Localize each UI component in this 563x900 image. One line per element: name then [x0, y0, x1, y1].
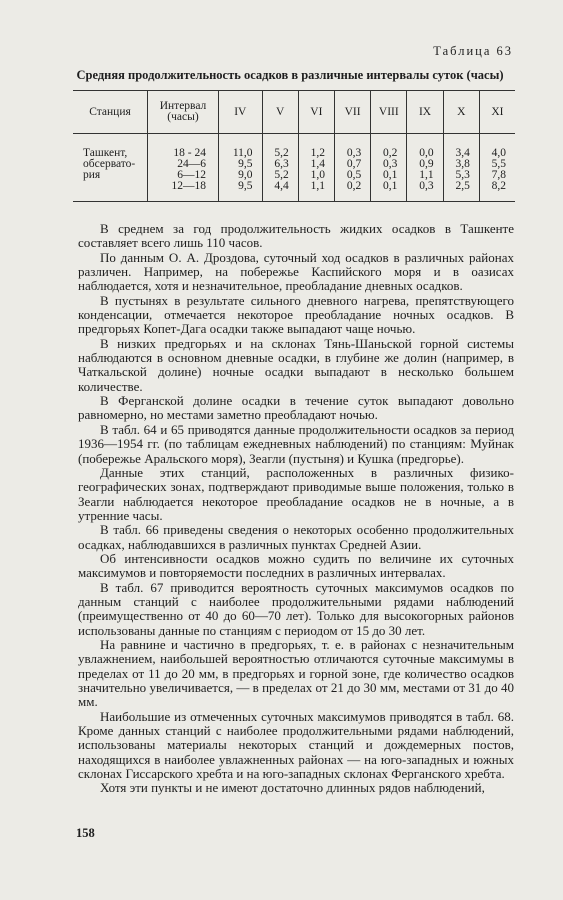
table-cell-value: 0,3 [419, 180, 434, 192]
table-cell-value: 1,1 [310, 180, 325, 192]
station-name-line: рия [83, 169, 101, 181]
table-cell-value: 1,4 [310, 158, 325, 170]
paragraph: В пустынях в результате сильного дневного нагрева, препятствующего конденсации, отмечается некоторое преобладание ночных осадков. В предгорьях Копет-Дага осадки также выпадают чаще ночью. [78, 292, 514, 337]
interval-value: 18 - 24 [173, 147, 206, 159]
table-cell-value: 5,5 [491, 158, 506, 170]
table-cell-value: 5,2 [274, 169, 289, 181]
paragraph: В табл. 67 приводится вероятность суточных максимумов осадков по данным станций с наиболее продолжительными рядами наблюдений (преимущественно от 40 до 60—70 лет). Только для высокогорных районов использованы данные по станциям с периодом от 15 до 30 лет. [78, 579, 514, 638]
month-viii-values [371, 134, 407, 202]
table-cell-value: 9,0 [238, 169, 253, 181]
column-header-month-ix: IX [407, 91, 443, 134]
table-cell-value: 0,3 [346, 147, 362, 159]
table-cell-value: 1,0 [310, 169, 325, 181]
table-cell-value: 1,2 [310, 147, 325, 159]
table-cell-value: 0,2 [346, 180, 362, 192]
interval-cell [148, 134, 219, 202]
column-header-month-iv: IV [219, 91, 263, 134]
table-title: Средняя продолжительность осадков в различные интервалы суток (часы) [76, 68, 504, 82]
table-cell-value: 9,5 [238, 180, 253, 192]
table-cell-value: 0,1 [383, 169, 398, 181]
table-cell-value: 0,9 [419, 158, 434, 170]
table-cell-value: 0,3 [383, 158, 398, 170]
station-cell [73, 134, 148, 202]
table-cell-value: 0,2 [383, 147, 398, 159]
paragraph: По данным О. А. Дроздова, суточный ход осадков в различных районах различен. Например, на побережье Каспийского моря и в оазисах наблюдается, хотя и незначительное, преобладание дневных осадков. [78, 249, 514, 294]
table-cell-value: 0,7 [346, 158, 362, 170]
table-cell-value: 2,5 [455, 180, 470, 192]
paragraph: В Ферганской долине осадки в течение суток выпадают довольно равномерно, но местами заметно преобладают ночью. [78, 393, 514, 423]
table-cell-value: 5,2 [274, 147, 289, 159]
paragraph: Об интенсивности осадков можно судить по величине их суточных максимумов и повторяемости последних в различных интервалах. [78, 550, 514, 581]
column-header-month-v: V [262, 91, 298, 134]
column-header-month-xi: XI [479, 91, 515, 134]
column-header-interval: Интервал (часы) [148, 91, 219, 134]
table-cell-value: 0,0 [419, 147, 434, 159]
table-cell-value: 4,4 [274, 180, 289, 192]
month-iv-values [219, 134, 263, 202]
month-xi-values [479, 134, 515, 202]
paragraph: В среднем за год продолжительность жидких осадков в Ташкенте составляет всего лишь 110 часов. [78, 221, 514, 251]
table-cell-value: 8,2 [491, 180, 506, 192]
interval-value: 12—18 [171, 180, 206, 192]
body-text [78, 222, 514, 796]
paragraph: В табл. 64 и 65 приводятся данные продолжительности осадков за период 1936—1954 гг. (по таблицам ежедневных наблюдений) по станциям: Муйнак (побережье Аральского моря), Зеагли (пустыня) и Кушка (предгорье). [78, 421, 514, 466]
table-cell-value: 11,0 [232, 147, 253, 159]
column-header-station: Станция [73, 91, 148, 134]
table-cell-value: 5,3 [455, 169, 470, 181]
table-cell-value: 4,0 [491, 147, 506, 159]
table-cell-value: 6,3 [274, 158, 289, 170]
column-header-month-viii: VIII [371, 91, 407, 134]
column-header-month-vii: VII [334, 91, 370, 134]
table-cell-value: 0,5 [346, 169, 362, 181]
table-cell-value: 3,4 [455, 147, 470, 159]
month-ix-values [407, 134, 443, 202]
page-number: 158 [76, 826, 95, 840]
table-header-row [73, 91, 515, 134]
paragraph: Данные этих станций, расположенных в различных физико-географических зонах, подтверждают приводимые выше положения, только в Зеагли наблюдается некоторое преобладание осадков не в ночные, а в утренние часы. [78, 464, 514, 523]
month-vii-values [334, 134, 370, 202]
month-vi-values [298, 134, 334, 202]
table-cell-value: 3,8 [455, 158, 470, 170]
table-cell-value: 9,5 [238, 158, 253, 170]
month-v-values [262, 134, 298, 202]
interval-value: 24—6 [177, 158, 206, 170]
column-header-month-vi: VI [298, 91, 334, 134]
paragraph: На равнине и частично в предгорьях, т. е. в районах с незначительным увлажнением, наибольшей вероятностью отличаются суточные максимумы в пределах от 11 до 20 мм, в предгорьях и горной зоне, где количество осадков значительно увеличивается, — в пределах от 21 до 30 мм, местами от 31 до 40 мм. [78, 636, 514, 710]
table-cell-value: 7,8 [491, 169, 506, 181]
paragraph: Хотя эти пункты и не имеют достаточно длинных рядов наблюдений, [100, 780, 485, 796]
paragraph: В низких предгорьях и на склонах Тянь-Шаньской горной системы наблюдаются в основном дневные осадки, в глубине же долин (например, в Чаткальской долине) ночные осадки выпадают в несколько большем количестве. [78, 335, 514, 394]
column-header-month-x: X [443, 91, 479, 134]
interval-value: 6—12 [177, 169, 206, 181]
station-name-line: Ташкент, [83, 147, 128, 159]
month-x-values [443, 134, 479, 202]
precipitation-duration-table [73, 90, 515, 202]
table-number-label: Таблица 63 [433, 44, 513, 58]
paragraph: В табл. 66 приведены сведения о некоторых особенно продолжительных осадках, наблюдавшихся в различных пунктах Средней Азии. [78, 522, 514, 552]
table-cell-value: 1,1 [419, 169, 434, 181]
station-name-line: обсервато- [83, 158, 136, 170]
table-cell-value: 0,1 [383, 180, 398, 192]
table-row [73, 134, 515, 202]
paragraph: Наибольшие из отмеченных суточных максимумов приводятся в табл. 68. Кроме данных станций с наиболее продолжительными рядами наблюдений, использованы материалы некоторых станций и дождемерных постов, находящихся в наиболее увлажненных районах — на юго-западных и южных склонах Гиссарского хребта и на юго-западных склонах Ферганского хребта. [78, 708, 514, 782]
